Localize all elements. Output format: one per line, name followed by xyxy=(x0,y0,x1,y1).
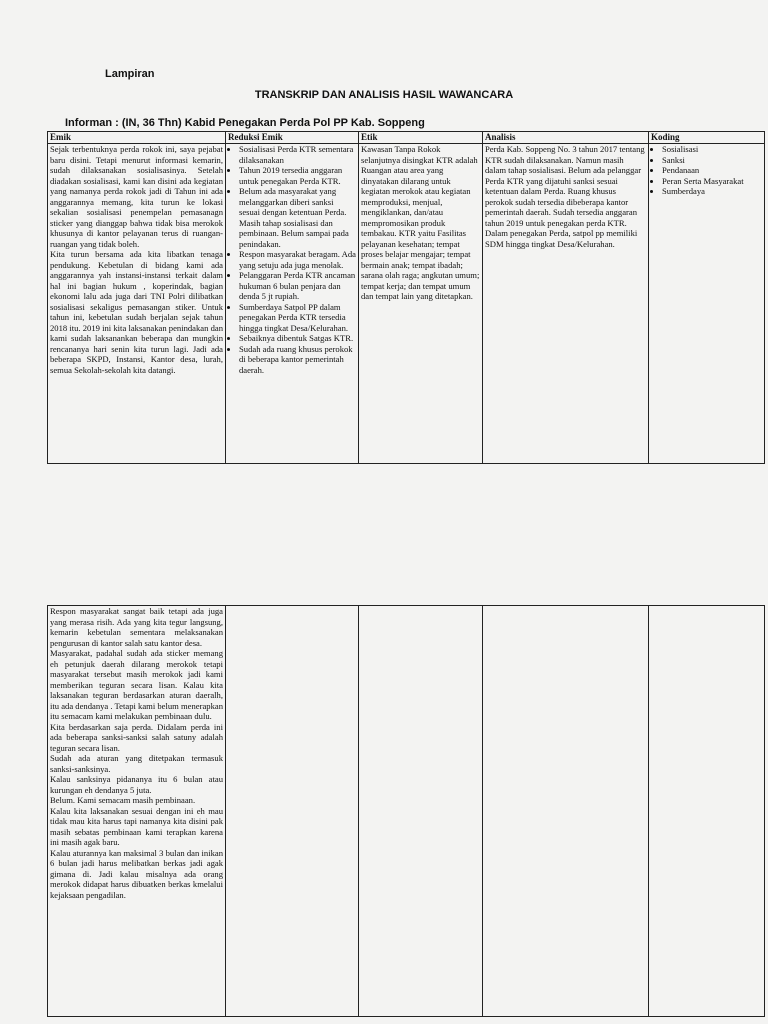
interview-table-page1 xyxy=(47,131,765,464)
emik-paragraph: Kita turun bersama ada kita libatkan tenaga pendukung. Kebetulan di bidang kami ada anggarannya yah instansi-instansi terkait dalam hal ini bagian hukum , koperindak, bagian ekonomi lalu ada juga dari TNI Polri dilibatkan sosialisasi sekaligus pemasangan stiker. Untuk tahun ini, kebetulan sudah berjalan sejak tahun 2018 itu. 2019 ini kita laksanakan penindakan dan kami sudah laksanankan beberapa dan mungkin rencananya hari senin kita turun lagi. Jadi ada beberapa SKPD, Instansi, Kantor desa, lurah, semua Sekolah-sekolah kita datangi. xyxy=(50,249,223,375)
analisis-cell xyxy=(483,144,649,464)
reduksi-item: • Sebaiknya dibentuk Satgas KTR. xyxy=(239,333,356,344)
reduksi-item: • Sosialisasi Perda KTR sementara dilaksanakan xyxy=(239,144,356,165)
emik-paragraph: Sudah ada aturan yang ditetpakan termasuk sanksi-sanksinya. xyxy=(50,753,223,774)
koding-item: • Peran Serta Masyarakat xyxy=(662,176,762,187)
reduksi-emik-cell xyxy=(226,606,359,1017)
informan-line: Informan : (IN, 36 Thn) Kabid Penegakan Perda Pol PP Kab. Soppeng xyxy=(65,117,425,129)
col-header-reduksi-emik: Reduksi Emik xyxy=(226,132,359,144)
emik-paragraph: Kalau aturannya kan maksimal 3 bulan dan inikan 6 bulan jadi harus melibatkan berkas jadi agak gimana di. Jadi kalau misalnya ada orang merokok didapat harus dibuatken berkas kmelalui kejaksaan pengadilan. xyxy=(50,847,223,900)
etik-text: Kawasan Tanpa Rokok selanjutnya disingkat KTR adalah Ruangan atau area yang dinyatakan dilarang untuk kegiatan merokok atau kegiatan memproduksi, menjual, mengiklankan, dan/atau mempromosikan produk tembakau. KTR yaitu Fasilitas pelayanan kesehatan; tempat proses belajar mengajar; tempat bermain anak; tempat ibadah; sarana olah raga; angkutan umum; tempat kerja; dan tempat umum dan tempat lain yang ditetapkan. xyxy=(361,144,480,301)
reduksi-list xyxy=(228,144,356,375)
emik-paragraph: Kita berdasarkan saja perda. Didalam perda ini ada beberapa sanksi-sanksi salah satuny adalah teguran secara lisan. xyxy=(50,721,223,753)
analisis-text: Perda Kab. Soppeng No. 3 tahun 2017 tentang KTR sudah dilaksanakan. Namun masih dalam tahap sosialisasi. Belum ada pelanggar Perda KTR yang dijatuhi sanksi sesuai ketentuan dalam Perda. Ruang khusus perokok sudah tersedia dibeberapa kantor pemerintah daerah. Sudah tersedia anggaran tahun 2019 untuk penegakan perda KTR. Dalam penegakan Perda, satpol pp memiliki SDM hingga tingkat Desa/Kelurahan. xyxy=(485,144,645,249)
koding-cell xyxy=(649,144,765,464)
interview-table-page2 xyxy=(47,605,765,1017)
emik-paragraph: Kalau sanksinya pidananya itu 6 bulan atau kurungan eh dendanya 5 juta. xyxy=(50,774,223,795)
etik-cell xyxy=(359,144,483,464)
koding-list xyxy=(651,144,762,197)
etik-cell xyxy=(359,606,483,1017)
emik-paragraph: Belum. Kami semacam masih pembinaan. xyxy=(50,795,196,805)
col-header-etik: Etik xyxy=(359,132,483,144)
koding-item: • Sosialisasi xyxy=(662,144,762,155)
koding-item: • Pendanaan xyxy=(662,165,762,176)
koding-item: • Sumberdaya xyxy=(662,186,762,197)
reduksi-item: • Sudah ada ruang khusus perokok di beberapa kantor pemerintah daerah. xyxy=(239,344,356,376)
emik-paragraph: Kalau kita laksanakan sesuai dengan ini eh mau tidak mau kita harus tapi namanya kita disini pak masih sebatas pembinaan kami terapkan karena ini masih agak baru. xyxy=(50,805,223,847)
table-row xyxy=(48,606,765,1017)
reduksi-item: • Tahun 2019 tersedia anggaran untuk penegakan Perda KTR. xyxy=(239,165,356,186)
analisis-cell xyxy=(483,606,649,1017)
reduksi-item: • Sumberdaya Satpol PP dalam penegakan Perda KTR tersedia hingga tingkat Desa/Kelurahan. xyxy=(239,302,356,334)
table-row xyxy=(48,144,765,464)
lampiran-label: Lampiran xyxy=(105,68,155,80)
emik-paragraph: Sejak terbentuknya perda rokok ini, saya pejabat baru disini. Tetapi menurut informasi kemarin, sudah dilaksanakan sosialisasinya. Setelah diadakan sosialisasi, kami kan disini ada kegiatan yang namanya perda rokok jadi di Tahun ini ada anggarannya memang, kita turun ke lokasi sekalian sosialisasi penempelan pemasanagn sticker yang dianggap bahwa tidak bisa merokok khusunya di kantor pelayanan terus di ruangan-ruangan yang tidak boleh. xyxy=(50,144,223,249)
emik-paragraph: Masyarakat, padahal sudah ada sticker memang eh petunjuk daerah dilarang merokok tetapi masyarakat tersebut masih merokok jadi kami memberikan teguran secara lisan. Kalau kita laksanakan teguran berdasarkan aturan daeralh, itu ada dendanya . Tetapi kami belum menerapkan itu semacam kami melakukan pembinaan dulu. xyxy=(50,648,223,721)
koding-cell xyxy=(649,606,765,1017)
col-header-analisis: Analisis xyxy=(483,132,649,144)
reduksi-item: • Respon masyarakat beragam. Ada yang setuju ada juga menolak. xyxy=(239,249,356,270)
table-header-row xyxy=(48,132,765,144)
emik-paragraph: Respon masyarakat sangat baik tetapi ada juga yang merasa risih. Ada yang kita tegur langsung, kemarin kebetulan sementara melaksanakan pengurusan di kantor salah satu kantor desa. xyxy=(50,606,223,648)
reduksi-item: • Pelanggaran Perda KTR ancaman hukuman 6 bulan penjara dan denda 5 jt rupiah. xyxy=(239,270,356,302)
reduksi-item: • Belum ada masyarakat yang melanggarkan diberi sanksi sesuai dengan ketentuan Perda. Masih tahap sosialisasi dan pembinaan. Belum sampai pada penindakan. xyxy=(239,186,356,249)
col-header-emik: Emik xyxy=(48,132,226,144)
emik-cell xyxy=(48,606,226,1017)
document-title: TRANSKRIP DAN ANALISIS HASIL WAWANCARA xyxy=(254,89,514,101)
reduksi-emik-cell xyxy=(226,144,359,464)
emik-cell xyxy=(48,144,226,464)
koding-item: • Sanksi xyxy=(662,155,762,166)
col-header-koding: Koding xyxy=(649,132,765,144)
